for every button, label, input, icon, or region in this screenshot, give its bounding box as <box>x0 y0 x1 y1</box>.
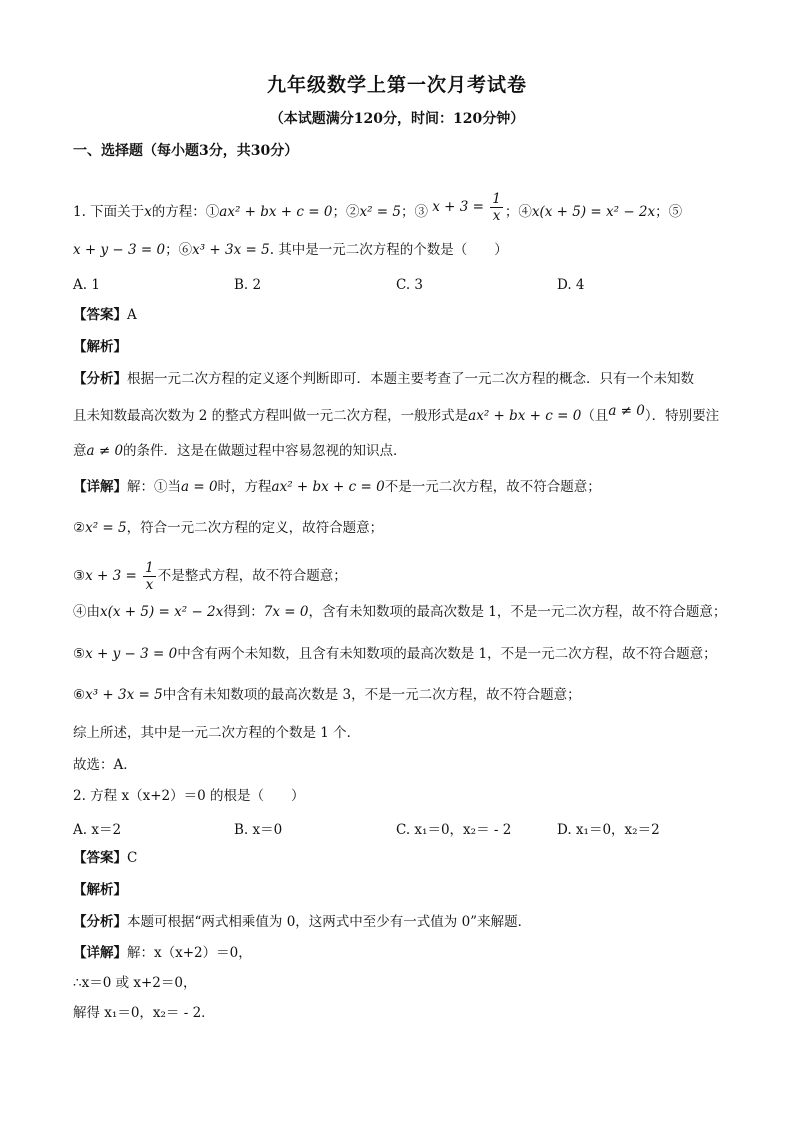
q1-fenxi-line1 <box>73 369 694 389</box>
q1-eq3-num: 1 <box>492 191 501 207</box>
q1-d1e: 不是一元二次方程，故不符合题意； <box>384 479 601 495</box>
q1-eq3-den: x <box>492 208 501 224</box>
q1-summary: 综上所述，其中是一元二次方程的个数是 1 个． <box>73 725 361 741</box>
q1-d1a: 解：①当 <box>127 479 181 495</box>
q1-d6a: ⑥ <box>73 687 86 703</box>
q2-d1: 解：x（x+2）＝0， <box>127 945 252 961</box>
q1-answer-value: A <box>127 307 137 323</box>
q1-d1d: ax² + bx + c = 0 <box>271 479 385 495</box>
q2-option-b: B. x＝0 <box>234 822 283 838</box>
q1-fenxi-text2d: ）．特别要注 <box>644 408 720 424</box>
q1-d6b: x³ + 3x = 5 <box>85 687 163 703</box>
q2-fenxi <box>73 912 531 932</box>
q1-d5b: x + y − 3 = 0 <box>85 646 178 662</box>
q1-option-a: A. 1 <box>73 277 100 293</box>
q1-option-b: B. 2 <box>234 277 262 293</box>
q2-option-d: D. x₁＝0，x₂＝2 <box>557 822 660 838</box>
q1-fenxi-cond2: a ≠ 0 <box>86 443 124 459</box>
q2-detail-line2: ∴x＝0 或 x+2＝0， <box>73 975 197 991</box>
q1-choose: 故选：A． <box>73 757 137 773</box>
q1-sep5: ；⑤ <box>655 204 683 220</box>
page-subtitle: （本试题满分120分，时间：120分钟） <box>269 111 525 127</box>
q1-d3b: x + 3 = <box>85 568 142 584</box>
q1-fenxi-text2b: （且 <box>581 408 609 424</box>
q1-fenxi-tag: 【分析】 <box>73 371 127 387</box>
q1-d2a: ② <box>73 520 86 536</box>
q1-eq1: ax² + bx + c = 0 <box>219 204 333 220</box>
q1-detail-line5 <box>73 644 717 664</box>
q2-analysis-label: 【解析】 <box>73 882 127 898</box>
q1-d2c: ，符合一元二次方程的定义，故符合题意； <box>126 520 384 536</box>
q1-d4b: x(x + 5) = x² − 2x <box>100 604 224 620</box>
q1-d3-num: 1 <box>145 560 154 576</box>
q2-answer-tag: 【答案】 <box>73 850 127 866</box>
q1-fenxi-cond: a ≠ 0 <box>608 403 645 419</box>
q1-detail-line1 <box>73 477 601 497</box>
q1-stem-c: 的方程：① <box>151 204 220 220</box>
q1-eq3-left: x + 3 = <box>432 199 489 215</box>
q1-sep2: ；② <box>332 204 360 220</box>
q2-stem: 2. 方程 x（x+2）＝0 的根是（ ） <box>73 788 305 804</box>
q1-eq6: x³ + 3x = 5 <box>192 242 270 258</box>
q1-d3-den: x <box>145 577 154 593</box>
q1-fenxi-text2a: 且未知数最高次数为 2 的整式方程叫做一元二次方程，一般形式是 <box>73 408 469 424</box>
page-title: 九年级数学上第一次月考试卷 <box>266 74 527 96</box>
section-heading: 一、选择题（每小题3分，共30分） <box>73 143 299 159</box>
q1-d4a: ④由 <box>73 604 100 620</box>
q1-eq3-fraction <box>490 191 503 224</box>
q1-fenxi-line3 <box>73 441 407 461</box>
q1-d5a: ⑤ <box>73 646 86 662</box>
q2-detail-line3: 解得 x₁＝0，x₂＝ - 2． <box>73 1005 215 1021</box>
q1-d1b: a = 0 <box>181 479 218 495</box>
q1-stem-var: x <box>144 204 152 220</box>
q1-eq3 <box>432 191 505 224</box>
q2-fenxi-text: 本题可根据“两式相乘值为 0，这两式中至少有一式值为 0”来解题． <box>127 914 532 930</box>
q1-stem-line2 <box>73 240 508 260</box>
q1-detail-line6 <box>73 685 581 705</box>
q1-eq4: x(x + 5) = x² − 2x <box>531 204 656 220</box>
q1-d2b: x² = 5 <box>85 520 127 536</box>
q1-detail-line2 <box>73 518 383 538</box>
q1-stem-a: 1. 下面关于 <box>73 204 145 220</box>
q1-d3a: ③ <box>73 568 86 584</box>
q2-detail-tag: 【详解】 <box>73 945 127 961</box>
q1-fenxi-text3c: 的条件．这是在做题过程中容易忽视的知识点． <box>123 443 407 459</box>
q1-option-c: C. 3 <box>396 277 424 293</box>
q2-answer-value: C <box>127 850 138 866</box>
q1-d4c: 得到： <box>223 604 264 620</box>
q1-d6c: 中含有未知数项的最高次数是 3，不是一元二次方程，故不符合题意； <box>162 687 581 703</box>
q1-answer-tag: 【答案】 <box>73 307 127 323</box>
q1-d3c: 不是整式方程，故不符合题意； <box>157 568 347 584</box>
q1-fenxi-line2 <box>73 403 720 426</box>
q1-d1c: 时，方程 <box>217 479 272 495</box>
q1-eq2: x² = 5 <box>359 204 401 220</box>
q1-detail-tag: 【详解】 <box>73 479 127 495</box>
q1-d3-fraction <box>143 560 156 593</box>
q1-sep4: ；④ <box>504 204 532 220</box>
q1-analysis-label: 【解析】 <box>73 339 127 355</box>
q1-tail: . 其中是一元二次方程的个数是（ ） <box>269 242 508 258</box>
q2-fenxi-tag: 【分析】 <box>73 914 127 930</box>
q1-detail-line3 <box>73 560 347 593</box>
q1-fenxi-eq: ax² + bx + c = 0 <box>468 408 582 424</box>
q1-fenxi-text1: 根据一元二次方程的定义逐个判断即可．本题主要考查了一元二次方程的概念．只有一个未知数 <box>127 371 694 387</box>
q1-stem-line1 <box>73 191 683 229</box>
q1-analysis-tag <box>73 337 127 357</box>
q1-option-d: D. 4 <box>557 277 585 293</box>
q1-d4d: 7x = 0 <box>263 604 309 620</box>
q2-detail-line1 <box>73 943 252 963</box>
q1-fenxi-text3a: 意 <box>73 443 87 459</box>
q2-answer <box>73 848 137 868</box>
q1-sep3: ；③ <box>400 204 428 220</box>
q2-analysis-tag <box>73 880 127 900</box>
q1-d4e: ，含有未知数项的最高次数是 1，不是一元二次方程，故不符合题意； <box>308 604 727 620</box>
q1-sep6: ；⑥ <box>165 242 193 258</box>
q2-option-a: A. x＝2 <box>73 822 122 838</box>
q1-answer <box>73 305 137 325</box>
q1-d5c: 中含有两个未知数，且含有未知数项的最高次数是 1，不是一元二次方程，故不符合题意； <box>177 646 717 662</box>
q2-option-c: C. x₁＝0，x₂＝ - 2 <box>396 822 512 838</box>
q1-eq5: x + y − 3 = 0 <box>73 242 166 258</box>
q1-detail-line4 <box>73 602 726 622</box>
